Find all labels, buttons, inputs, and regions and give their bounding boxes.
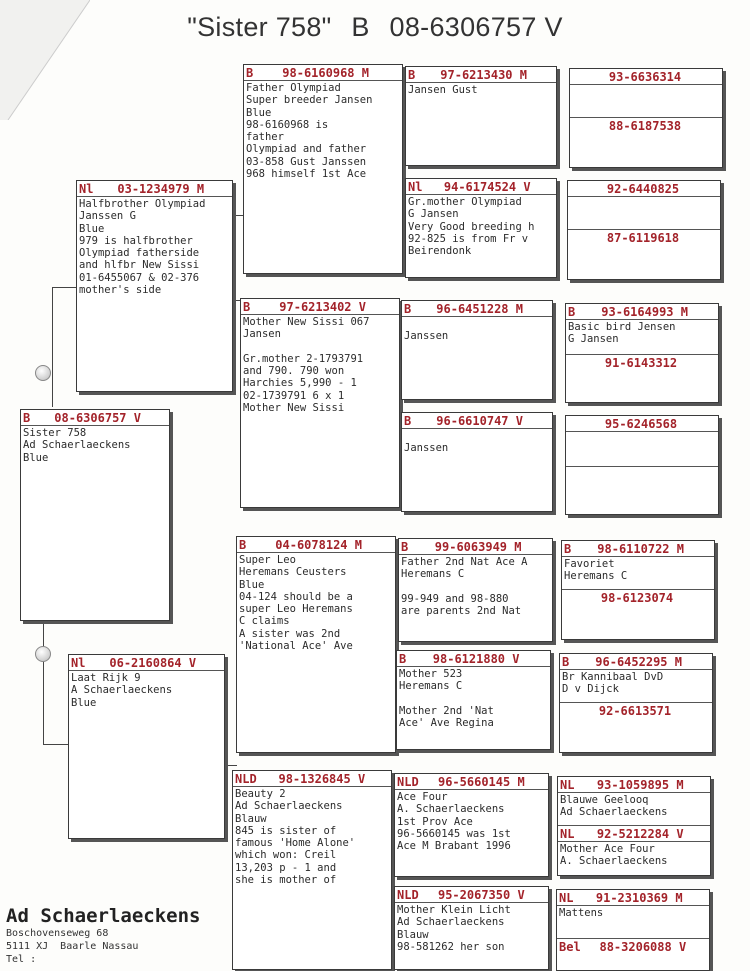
country-prefix: NL	[560, 777, 575, 792]
connector-knob	[35, 365, 51, 381]
ring-number: 04-6078124 M	[275, 537, 362, 552]
sire-details: Halfbrother Olympiad Janssen G Blue 979 is halfbrother Olympiad fatherside and hlfbr New Sissi 01-6455067 & 02-376 mother's side	[79, 198, 206, 297]
card-header	[402, 301, 552, 317]
card-subsection	[566, 466, 718, 482]
gen4-card	[567, 180, 721, 280]
gen4-card	[565, 303, 719, 403]
sire-ring: 03-1234979 M	[117, 181, 205, 196]
card-subsection	[558, 825, 710, 869]
owner-street: Boschovenseweg 68	[6, 928, 109, 939]
card-header	[241, 299, 399, 315]
card-subsection	[568, 229, 720, 245]
country-prefix: NLD	[397, 887, 419, 902]
title-sex: B	[351, 12, 370, 42]
card-details: Basic bird Jensen G Jansen	[568, 321, 676, 346]
ring-number: 93-1059895 M	[596, 777, 684, 792]
ring-number: 96-6610747 V	[436, 413, 523, 428]
card-details	[566, 432, 718, 434]
card-header	[21, 410, 169, 426]
card-details: Janssen	[404, 330, 449, 343]
country-prefix: B	[239, 537, 247, 552]
connector-line	[43, 622, 44, 744]
gen3-card	[398, 538, 553, 642]
card-header	[566, 416, 718, 432]
card-header	[557, 890, 709, 906]
country-prefix: B	[404, 413, 412, 428]
card-details: Mother Ace Four A. Schaerlaeckens	[560, 843, 668, 868]
ring-number: 95-2067350 V	[437, 887, 525, 902]
country-prefix: NLD	[397, 774, 419, 789]
card-header	[395, 774, 548, 790]
connector-line	[43, 744, 68, 745]
gen3-card	[396, 650, 551, 750]
country-prefix: B	[401, 539, 409, 554]
ring-number: 87-6119618	[606, 230, 680, 245]
card-header	[558, 777, 710, 793]
card-header	[69, 655, 224, 671]
gen3-card	[401, 300, 553, 400]
card-header	[244, 65, 402, 81]
gen3-card	[394, 886, 549, 970]
card-header	[395, 887, 548, 903]
country-prefix: B	[404, 301, 412, 316]
gen3-card	[405, 178, 557, 278]
country-prefix: B	[246, 65, 254, 80]
card-subsection	[560, 702, 712, 718]
card-details: Mother Klein Licht Ad Schaerlaeckens Blauw 98-581262 her son	[397, 904, 511, 953]
title-name: "Sister 758"	[187, 12, 332, 42]
ring-number: 96-6452295 M	[595, 654, 682, 669]
ring-number: 93-6164993 M	[601, 304, 688, 319]
ring-number: 98-6110722 M	[597, 541, 684, 556]
card-header	[570, 69, 722, 85]
gen4-card	[556, 889, 710, 971]
card-header	[568, 230, 720, 245]
country-prefix: NL	[559, 890, 574, 905]
country-prefix: B	[23, 410, 31, 425]
card-details: Janssen	[404, 442, 449, 455]
gen4-card	[565, 415, 719, 515]
owner-block	[6, 905, 200, 966]
ring-number: 99-6063949 M	[434, 539, 522, 554]
subject-details: Sister 758 Ad Schaerlaeckens Blue	[23, 427, 131, 464]
card-header	[402, 413, 552, 429]
ring-number: 92-6440825	[606, 181, 680, 196]
country-prefix: B	[562, 654, 570, 669]
card-header	[399, 539, 552, 555]
ring-number: 97-6213402 V	[279, 299, 366, 314]
ring-number: 96-6451228 M	[436, 301, 523, 316]
card-subsection	[557, 938, 709, 954]
gen3-card	[405, 66, 557, 166]
card-header	[233, 771, 391, 787]
card-header	[558, 826, 710, 842]
subject-ring: 08-6306757 V	[54, 410, 141, 425]
card-details: Ace Four A. Schaerlaeckens 1st Prov Ace 96-5660145 was 1st Ace M Brabant 1996	[397, 791, 511, 853]
country-prefix: B	[408, 67, 416, 82]
connector-line	[52, 287, 77, 288]
subject-card	[20, 409, 170, 621]
card-header	[568, 181, 720, 197]
card-header	[77, 181, 232, 197]
card-details: Super Leo Heremans Ceusters Blue 04-124 should be a super Leo Heremans C claims A sister was 2nd 'National Ace' Ave	[239, 554, 353, 653]
ring-number: 95-6246568	[604, 416, 678, 431]
card-details: Br Kannibaal DvD D v Dijck	[562, 671, 664, 696]
card-details: Favoriet Heremans C	[564, 558, 628, 583]
sire-dam-card	[240, 298, 400, 508]
card-header	[562, 541, 714, 557]
card-header	[570, 118, 722, 133]
dam-card	[68, 654, 225, 839]
ring-number: 98-6123074	[600, 590, 674, 605]
ring-number: 98-6121880 V	[432, 651, 520, 666]
card-subsection	[566, 354, 718, 370]
ring-number: 88-6187538	[608, 118, 682, 133]
dam-sire-card	[236, 536, 396, 753]
card-details: Beauty 2 Ad Schaerlaeckens Blauw 845 is sister of famous 'Home Alone' which won: Creil 13,203 p - 1 and she is mother of	[235, 788, 356, 887]
gen4-card	[557, 776, 711, 876]
card-details: Mother 523 Heremans C Mother 2nd 'Nat Ace' Ave Regina	[399, 668, 494, 730]
card-header	[566, 467, 718, 482]
ring-number: 94-6174524 V	[443, 179, 531, 194]
dam-ring: 06-2160864 V	[109, 655, 197, 670]
dam-details: Laat Rijk 9 A Schaerlaeckens Blue	[71, 672, 173, 709]
card-details: Father Olympiad Super breeder Jansen Blue 98-6160968 is father Olympiad and father 03-858 Gust Janssen 968 himself 1st Ace	[246, 82, 373, 181]
country-prefix: Nl	[79, 181, 94, 196]
ring-number: 93-6636314	[608, 69, 682, 84]
connector-knob	[35, 646, 51, 662]
card-details: Mother New Sissi 067 Jansen Gr.mother 2-1793791 and 790. 790 won Harchies 5,990 - 1 02-1739791 6 x 1 Mother New Sissi	[243, 316, 370, 415]
card-details: Father 2nd Nat Ace A Heremans C 99-949 and 98-880 are parents 2nd Nat	[401, 556, 528, 618]
pedigree-title	[0, 12, 750, 43]
card-details: Gr.mother Olympiad G Jansen Very Good breeding h 92-825 is from Fr v Beirendonk	[408, 196, 535, 258]
ring-number: 92-5212284 V	[596, 826, 684, 841]
title-ring: 08-6306757 V	[389, 12, 563, 42]
card-subsection	[570, 117, 722, 133]
sire-card	[76, 180, 233, 392]
card-header	[566, 355, 718, 370]
country-prefix: Nl	[71, 655, 86, 670]
connector-line	[225, 765, 237, 766]
ring-number: 91-2310369 M	[595, 890, 683, 905]
ring-number: 97-6213430 M	[440, 67, 527, 82]
card-header	[562, 590, 714, 605]
gen4-card	[561, 540, 715, 640]
dam-dam-card	[232, 770, 392, 970]
owner-city: 5111 XJ Baarle Nassau	[6, 941, 139, 952]
connector-line	[52, 287, 53, 407]
ring-number: 96-5660145 M	[437, 774, 525, 789]
gen4-card	[569, 68, 723, 168]
card-details: Mattens	[559, 907, 604, 919]
owner-name: Ad Schaerlaeckens	[6, 905, 201, 927]
gen4-card	[559, 653, 713, 753]
card-header	[397, 651, 550, 667]
country-prefix: B	[568, 304, 576, 319]
card-details	[568, 197, 720, 199]
ring-number: 88-3206088 V	[599, 939, 687, 954]
country-prefix: B	[243, 299, 251, 314]
card-header	[560, 703, 712, 718]
country-prefix: NL	[560, 826, 575, 841]
country-prefix: Bel	[559, 939, 581, 954]
country-prefix: NLD	[235, 771, 257, 786]
country-prefix: B	[564, 541, 572, 556]
ring-number: 98-1326845 V	[278, 771, 366, 786]
owner-tel: Tel :	[6, 954, 37, 965]
card-details: Blauwe Geelooq Ad Schaerlaeckens	[560, 794, 668, 819]
card-header	[237, 537, 395, 553]
card-details	[570, 85, 722, 87]
country-prefix: Nl	[408, 179, 423, 194]
ring-number: 98-6160968 M	[282, 65, 369, 80]
card-header	[566, 304, 718, 320]
sire-sire-card	[243, 64, 403, 274]
country-prefix: B	[399, 651, 407, 666]
card-subsection	[562, 589, 714, 605]
gen3-card	[394, 773, 549, 877]
card-header	[557, 939, 709, 954]
card-details: Jansen Gust	[408, 84, 478, 96]
gen3-card	[401, 412, 553, 512]
card-header	[560, 654, 712, 670]
card-header	[406, 67, 556, 83]
ring-number: 92-6613571	[598, 703, 672, 718]
ring-number: 91-6143312	[604, 355, 678, 370]
card-header	[406, 179, 556, 195]
